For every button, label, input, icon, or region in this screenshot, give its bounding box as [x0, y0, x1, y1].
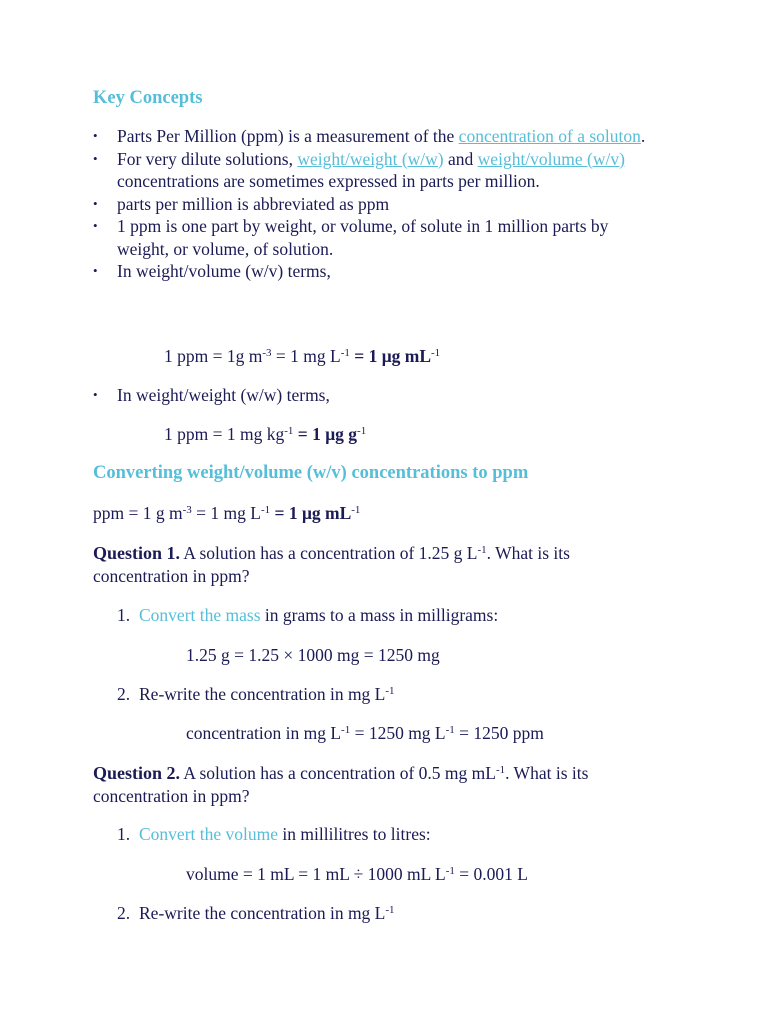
- question-2: Question 2. A solution has a concentration of 0.5 mg $mL^{-1}$. What is its concentration in ppm?: [93, 763, 589, 806]
- equation-wv: 1 ppm = 1g $m^{-3} = 1$ mg $L^{-1} = 1$ μg $mL^{-1}$: [164, 346, 441, 366]
- converting-heading: Converting weight/volume (w/v) concentrations to ppm: [93, 463, 529, 483]
- bullet-abbreviation: • parts per million is abbreviated as ppm: [93, 193, 653, 216]
- q2-step-2: 2. Re-write the concentration in mg $L^{-1}$: [117, 903, 395, 923]
- bullet-one-ppm: • 1 ppm is one part by weight, or volume, of solute in 1 million parts by weight, or volume, of solution.: [93, 215, 653, 260]
- convert-mass-link[interactable]: Convert the mass: [139, 605, 261, 625]
- equation-ppm: ppm = 1 g $m^{-3} = 1$ mg $L^{-1} = 1$ μg $mL^{-1}$: [93, 503, 361, 523]
- key-concepts-list-2: [93, 384, 653, 407]
- question-1-label: Question 1.: [93, 543, 181, 563]
- q1-step-1: 1. Convert the mass in grams to a mass in milligrams:: [117, 605, 499, 625]
- bullet-ww-terms: • In weight/weight (w/w) terms,: [93, 384, 653, 407]
- q1-concentration-equation: concentration in mg $L^{-1} = 1250$ mg $L^{-1} = 1250$ ppm: [186, 723, 544, 743]
- bullet-wv-terms: • In weight/volume (w/v) terms,: [93, 260, 653, 283]
- key-concepts-list: [93, 125, 653, 283]
- q2-volume-equation: volume = 1 mL = 1 mL ÷ 1000 mL $L^{-1} = 0.001$ L: [186, 864, 528, 884]
- question-1: Question 1. A solution has a concentration of 1.25 g $L^{-1}$. What is its concentration in ppm?: [93, 543, 570, 586]
- concentration-link[interactable]: concentration of a soluton: [458, 126, 641, 146]
- q2-step-1: 1. Convert the volume in millilitres to litres:: [117, 824, 431, 844]
- weight-weight-link[interactable]: weight/weight (w/w): [297, 148, 444, 169]
- question-2-label: Question 2.: [93, 763, 181, 783]
- q1-step-2: 2. Re-write the concentration in mg $L^{-1}$: [117, 684, 395, 704]
- q1-mass-equation: 1.25 g = 1.25 × 1000 mg = 1250 mg: [186, 645, 440, 665]
- bullet-dilute-solutions: • For very dilute solutions, weight/weight (w/w) and weight/volume (w/v) concentrations are sometimes expressed in parts per million.: [93, 148, 653, 193]
- weight-volume-link[interactable]: weight/volume (w/v): [477, 148, 625, 169]
- key-concepts-heading: Key Concepts: [93, 88, 203, 108]
- bullet-ppm-definition: • Parts Per Million (ppm) is a measurement of the concentration of a soluton.: [93, 125, 653, 148]
- equation-ww: 1 ppm = 1 mg $kg^{-1} = 1$ μg $g^{-1}$: [164, 424, 367, 444]
- convert-volume-link[interactable]: Convert the volume: [139, 824, 279, 844]
